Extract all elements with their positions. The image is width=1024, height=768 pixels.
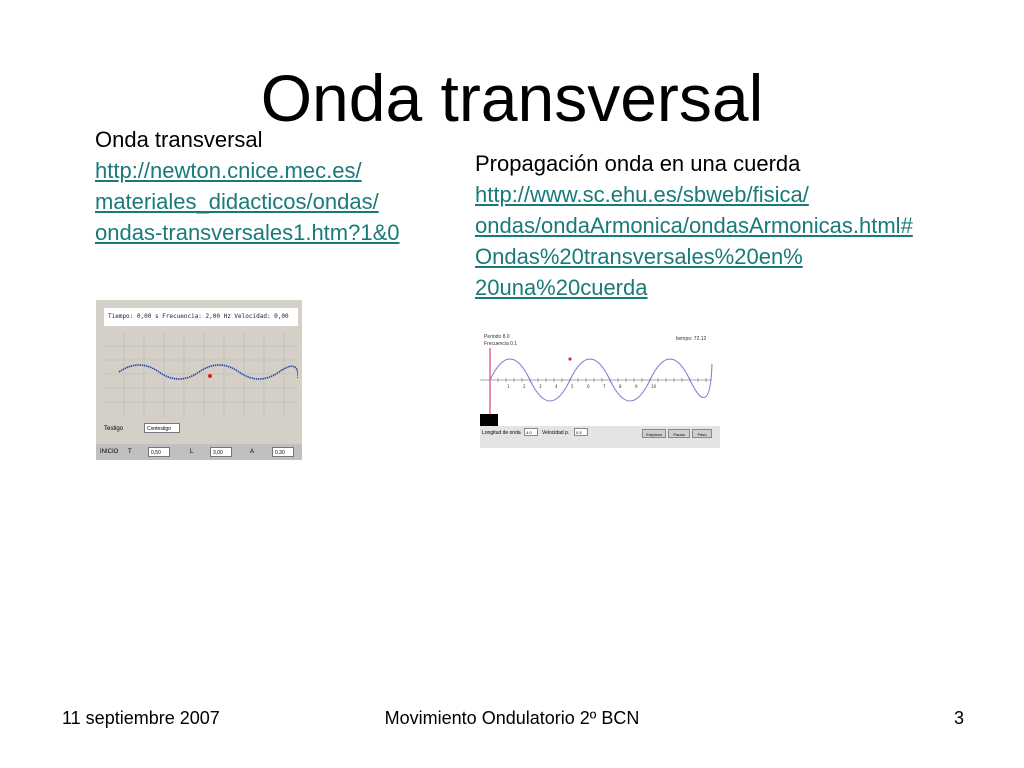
- a-label: A: [250, 449, 255, 455]
- newton-link-block: [95, 124, 400, 248]
- ehu-link-line-4[interactable]: 20una%20cuerda: [475, 275, 648, 300]
- testigo-label: Testigo: [104, 426, 124, 432]
- l-value: 3,00: [210, 447, 232, 457]
- start-button: INICIO: [100, 449, 119, 455]
- transverse-wave-applet-screenshot: [96, 300, 302, 460]
- testigo-select: Contestigo: [144, 423, 180, 433]
- axis-tick: 7: [603, 384, 606, 389]
- velocidad-label: Velocidad p.: [542, 430, 570, 436]
- periodo-readout: Periodo 8.0: [484, 334, 510, 340]
- applet2-plot-area: [480, 328, 720, 426]
- newton-link-line-2[interactable]: materiales_didacticos/ondas/: [95, 189, 379, 214]
- applet1-status-readout: Tiempo: 0,00 s Frecuencia: 2,00 Hz Velocidad: 0,00: [104, 308, 298, 326]
- applet1-controls: [96, 444, 302, 460]
- ehu-link-line-3[interactable]: Ondas%20transversales%20en%: [475, 244, 803, 269]
- applet1-testigo-row: [104, 424, 171, 434]
- newton-link-line-3[interactable]: ondas-transversales1.htm?1&0: [95, 220, 400, 245]
- axis-tick: 9: [635, 384, 638, 389]
- l-label: L: [190, 449, 194, 455]
- newton-link-line-1[interactable]: http://newton.cnice.mec.es/: [95, 158, 362, 183]
- axis-tick: 3: [539, 384, 542, 389]
- longitud-value: 4.0: [524, 428, 538, 436]
- axis-tick: 2: [523, 384, 526, 389]
- longitud-label: Longitud de onda: [482, 430, 521, 436]
- frecuencia-readout: Frecuencia 0.1: [484, 341, 518, 347]
- axis-tick: 5: [571, 384, 574, 389]
- axis-tick: 6: [587, 384, 590, 389]
- newton-heading: Onda transversal: [95, 127, 263, 152]
- axis-tick: 1: [507, 384, 510, 389]
- footer-title: Movimiento Ondulatorio 2º BCN: [384, 708, 640, 728]
- paso-button: Paso: [692, 429, 712, 438]
- applet2-driver-block: [480, 414, 498, 426]
- footer-page-number: 3: [954, 708, 965, 728]
- axis-tick: 10: [651, 384, 657, 389]
- tiempo-readout: tiempo: 72.12: [676, 336, 707, 342]
- applet2-marker: [568, 357, 571, 360]
- footer-date: 11 septiembre 2007: [62, 708, 220, 728]
- t-value: 0,50: [148, 447, 170, 457]
- applet1-marker: [208, 374, 212, 378]
- t-label: T: [128, 449, 132, 455]
- axis-tick: 4: [555, 384, 558, 389]
- ehu-link-block: [475, 148, 913, 303]
- a-value: 0,30: [272, 447, 294, 457]
- velocidad-value: 0.5: [574, 428, 588, 436]
- empieza-button: Empieza: [642, 429, 666, 438]
- axis-tick: 8: [619, 384, 622, 389]
- slide-title: Onda transversal: [260, 61, 764, 135]
- pausa-button: Pausa: [668, 429, 690, 438]
- ehu-heading: Propagación onda en una cuerda: [475, 151, 801, 176]
- ehu-link-line-2[interactable]: ondas/ondaArmonica/ondasArmonicas.html#: [475, 213, 913, 238]
- string-wave-applet-screenshot: [480, 328, 720, 448]
- applet1-wave-plot: [104, 332, 298, 418]
- applet2-controls: [480, 426, 720, 448]
- ehu-link-line-1[interactable]: http://www.sc.ehu.es/sbweb/fisica/: [475, 182, 809, 207]
